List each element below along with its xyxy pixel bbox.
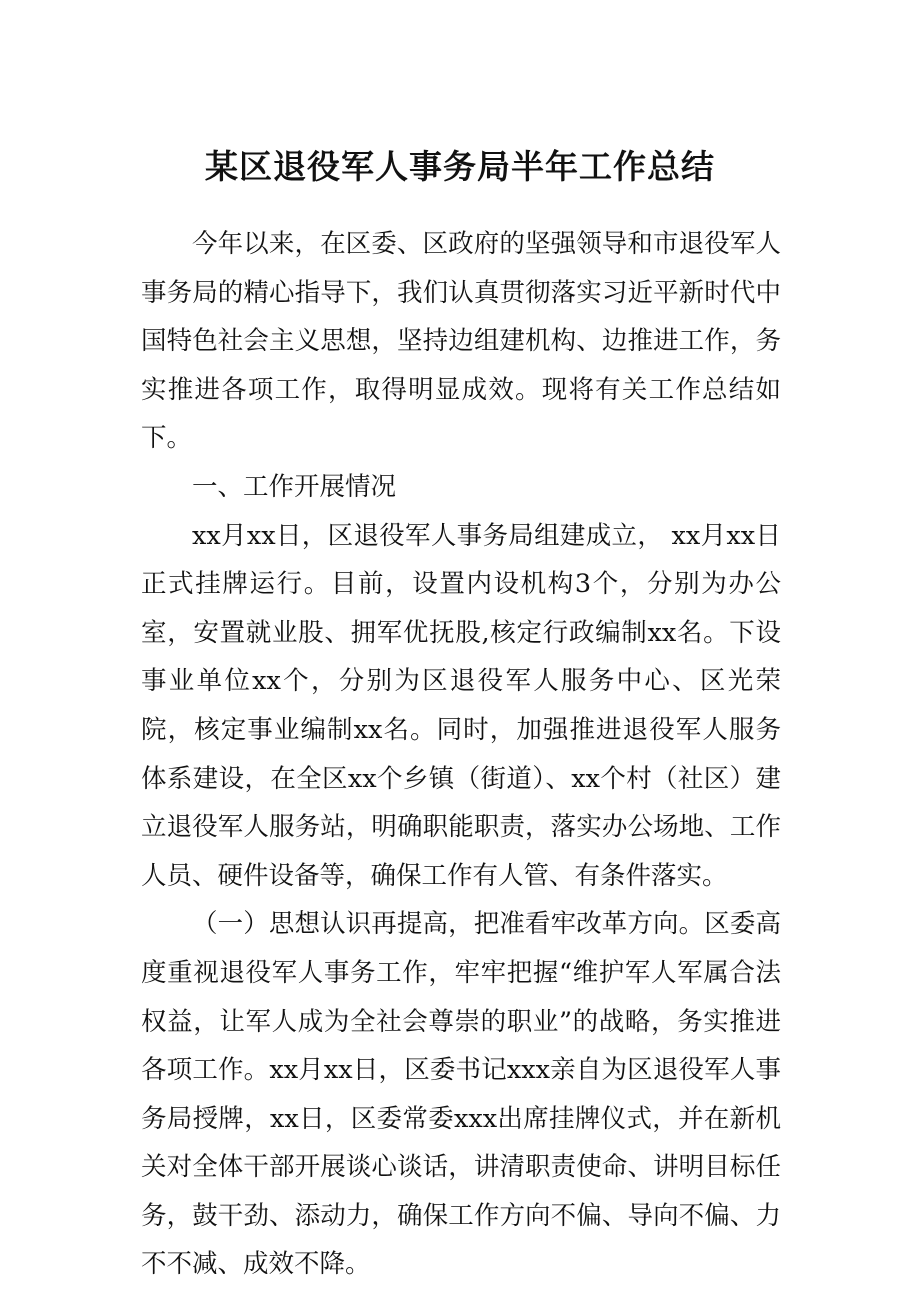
document-body [141,220,781,1289]
document-title: 某区退役军人事务局半年工作总结 [205,147,715,186]
paragraph-organization: xx月xx日，区退役军人事务局组建成立， xx月xx日正式挂牌运行。目前，设置内设机构3个，分别为办公室，安置就业股、拥军优抚股,核定行政编制xx名。下设事业单位xx个，分别为区退役军人服务中心、区光荣院，核定事业编制xx名。同时，加强推进退役军人服务体系建设，在全区xx个乡镇（街道）、xx个村（社区）建立退役军人服务站，明确职能职责，落实办公场地、工作人员、硬件设备等，确保工作有人管、有条件落实。 [141,520,781,891]
section-heading-work-progress: 一、工作开展情况 [192,471,397,502]
paragraph-ideology: （一）思想认识再提高，把准看牢改革方向。区委高度重视退役军人事务工作，牢牢把握“维护军人军属合法权益，让军人成为全社会尊崇的职业”的战略，务实推进各项工作。xx月xx日，区委书记xxx亲自为区退役军人事务局授牌，xx日，区委常委xxx出席挂牌仪式，并在新机关对全体干部开展谈心谈话，讲清职责使命、讲明目标任务，鼓干劲、添动力，确保工作方向不偏、导向不偏、力不不减、成效不降。 [141,909,781,1280]
paragraph-intro: 今年以来，在区委、区政府的坚强领导和市退役军人事务局的精心指导下，我们认真贯彻落实习近平新时代中国特色社会主义思想，坚持边组建机构、边推进工作，务实推进各项工作，取得明显成效。现将有关工作总结如下。 [141,229,781,454]
